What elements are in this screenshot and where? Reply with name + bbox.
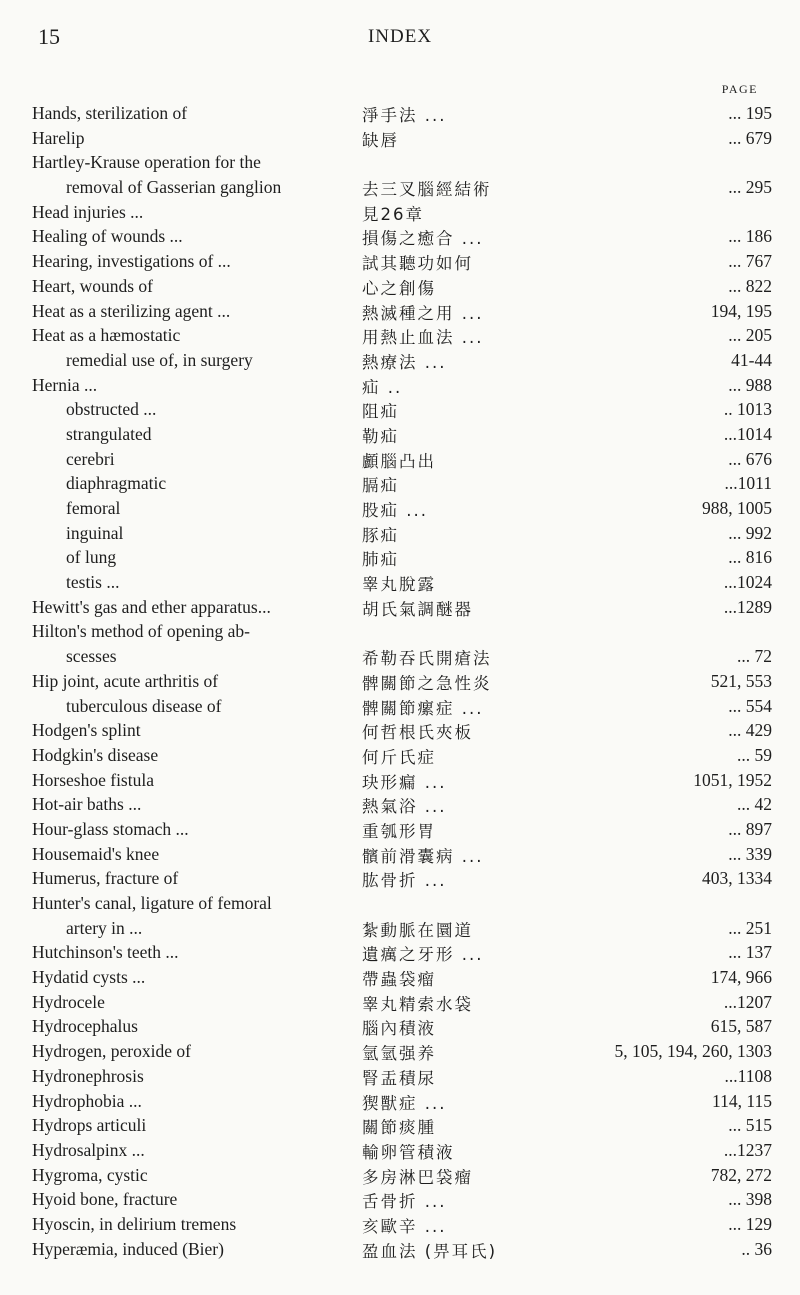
entry-chinese-term: 豚疝 (362, 525, 399, 545)
entry-page-ref: 521, 553 (710, 670, 772, 691)
entry-page-ref: ... 251 (728, 917, 772, 938)
entry-page-ref: ... 676 (728, 448, 772, 469)
entry-page-ref: ... 767 (728, 251, 772, 272)
entry-page-ref: ...1024 (723, 572, 772, 593)
entry-chinese-term: 膈疝 (362, 476, 399, 496)
index-entry (32, 1063, 772, 1088)
entry-chinese-term: 盈血法 (畀耳氏) (362, 1241, 498, 1261)
index-entry (32, 495, 772, 520)
index-entry (32, 816, 772, 841)
entry-page-ref: ...1014 (723, 423, 772, 444)
entry-chinese-term: 淨手法 ... (362, 106, 447, 125)
entry-term: Hydronephrosis (32, 1065, 144, 1086)
entry-chinese-term: 亥歐辛 ... (362, 1216, 447, 1236)
entry-page-ref: ... 897 (728, 818, 772, 839)
entry-chinese-term: 阻疝 (362, 402, 399, 422)
entry-chinese-term: 去三叉腦經結術 (362, 180, 492, 200)
entry-chinese-term: 睾丸脫露 (362, 575, 436, 595)
entry-term: Hot-air baths ... (32, 794, 142, 815)
entry-chinese-term: 顱腦凸出 (362, 451, 436, 471)
entry-term: Hydrophobia ... (32, 1090, 142, 1111)
entry-chinese-term: 紮動脈在圜道 (362, 920, 473, 940)
index-entry (32, 372, 772, 397)
index-entry (32, 1186, 772, 1211)
index-entries (32, 100, 772, 1260)
entry-term: Hartley-Krause operation for the (32, 152, 261, 173)
index-entry (32, 396, 772, 421)
entry-page-ref: ... 679 (728, 127, 772, 148)
entry-term: strangulated (66, 423, 152, 444)
entry-page-ref: ... 186 (728, 226, 772, 247)
entry-page-ref: ... 59 (737, 744, 772, 765)
entry-term: Hydrosalpinx ... (32, 1139, 145, 1160)
index-entry (32, 223, 772, 248)
entry-term: Hearing, investigations of ... (32, 251, 231, 272)
entry-term: Hodgkin's disease (32, 744, 159, 765)
index-entry (32, 470, 772, 495)
entry-chinese-term: 多房淋巴袋瘤 (362, 1167, 473, 1187)
entry-term: Hunter's canal, ligature of femoral (32, 893, 272, 913)
index-entry (32, 544, 772, 569)
index-entry (32, 939, 772, 964)
entry-page-ref: ... 398 (728, 1189, 772, 1210)
entry-term: Hydrocele (32, 991, 105, 1012)
entry-term: Housemaid's knee (32, 843, 160, 864)
index-entry (32, 767, 772, 792)
entry-term: remedial use of, in surgery (66, 349, 253, 370)
index-entry (32, 1112, 772, 1137)
entry-page-ref: 114, 115 (712, 1090, 772, 1111)
entry-chinese-term: 用熱止血法 ... (362, 328, 484, 348)
entry-term: testis ... (66, 572, 120, 593)
entry-chinese-term: 帶蟲袋瘤 (362, 970, 436, 990)
index-entry (32, 618, 772, 643)
entry-chinese-term: 遺癘之牙形 ... (362, 945, 484, 965)
entry-chinese-term: 缺唇 (362, 130, 399, 150)
entry-term: Heat as a hæmostatic (32, 325, 181, 346)
entry-page-ref: ... 137 (728, 942, 772, 963)
entry-term: Hewitt's gas and ether apparatus... (32, 596, 271, 617)
entry-page-ref: 615, 587 (710, 1016, 772, 1037)
entry-term: Hyperæmia, induced (Bier) (32, 1238, 224, 1259)
entry-chinese-term: 髕前滑囊病 ... (362, 846, 484, 866)
entry-term: Harelip (32, 127, 85, 148)
entry-chinese-term: 心之創傷 (362, 278, 436, 298)
index-entry (32, 1088, 772, 1113)
entry-chinese-term: 熱滅種之用 ... (362, 303, 484, 323)
entry-page-ref: ... 42 (737, 794, 772, 815)
index-entry (32, 100, 772, 125)
entry-page-ref: 194, 195 (710, 300, 772, 321)
entry-chinese-term: 重瓠形胃 (362, 821, 436, 841)
entry-term: Hydrogen, peroxide of (32, 1041, 191, 1062)
index-entry (32, 199, 772, 224)
entry-chinese-term: 熱氣浴 ... (362, 797, 447, 817)
entry-page-ref: 988, 1005 (702, 498, 772, 518)
entry-term: scesses (66, 646, 117, 667)
index-entry (32, 989, 772, 1014)
entry-term: removal of Gasserian ganglion (66, 177, 282, 198)
entry-chinese-term: 見26章 (362, 204, 424, 224)
index-entry (32, 668, 772, 693)
index-entry (32, 125, 772, 150)
entry-term: Hernia ... (32, 374, 98, 395)
entry-page-ref: ... 816 (728, 547, 772, 568)
running-head: INDEX (367, 26, 433, 47)
entry-page-ref: ... 554 (728, 695, 772, 716)
index-entry (32, 421, 772, 446)
entry-term: Hands, sterilization of (32, 103, 188, 123)
entry-page-ref: .. 36 (741, 1238, 772, 1259)
entry-chinese-term: 疝 .. (362, 377, 403, 397)
entry-page-ref: ... 339 (728, 843, 772, 864)
entry-page-ref: ... 429 (728, 720, 772, 741)
index-entry (32, 791, 772, 816)
index-entry (32, 1211, 772, 1236)
index-entry (32, 915, 772, 940)
entry-page-ref: ...1011 (724, 473, 772, 494)
entry-term: Heat as a sterilizing agent ... (32, 300, 231, 321)
entry-chinese-term: 肺疝 (362, 550, 399, 570)
entry-page-ref: ... 205 (728, 325, 772, 346)
entry-term: tuberculous disease of (66, 695, 222, 716)
index-entry (32, 717, 772, 742)
entry-term: Hydatid cysts ... (32, 967, 146, 988)
entry-term: artery in ... (66, 917, 143, 938)
index-entry (32, 964, 772, 989)
entry-chinese-term: 猰獸症 ... (362, 1093, 447, 1113)
index-entry (32, 1162, 772, 1187)
index-entry (32, 643, 772, 668)
index-entry (32, 742, 772, 767)
entry-page-ref: ... 992 (728, 522, 772, 543)
entry-chinese-term: 何斤氏症 (362, 747, 436, 767)
entry-term: Head injuries ... (32, 201, 144, 222)
index-entry (32, 248, 772, 273)
entry-page-ref: 1051, 1952 (693, 769, 772, 790)
index-entry (32, 1013, 772, 1038)
entry-page-ref: ...1207 (723, 991, 772, 1012)
entry-term: diaphragmatic (66, 473, 167, 494)
entry-term: Hydrops articuli (32, 1115, 147, 1136)
entry-page-ref: 403, 1334 (702, 868, 772, 889)
entry-page-ref: 5, 105, 194, 260, 1303 (614, 1041, 772, 1062)
entry-term: of lung (66, 547, 117, 568)
index-entry (32, 865, 772, 890)
index-entry (32, 594, 772, 619)
index-entry (32, 1038, 772, 1063)
entry-chinese-term: 玦形瘺 ... (362, 772, 447, 792)
entry-page-ref: ... 295 (728, 177, 772, 198)
entry-page-ref: 174, 966 (710, 967, 772, 988)
entry-page-ref: ... 72 (737, 646, 772, 667)
entry-term: femoral (66, 498, 121, 518)
entry-chinese-term: 希勒吞氏開瘡法 (362, 649, 492, 669)
entry-chinese-term: 睾丸精索水袋 (362, 994, 473, 1014)
entry-chinese-term: 肱骨折 ... (362, 871, 447, 891)
entry-term: Hilton's method of opening ab- (32, 621, 250, 642)
entry-term: Humerus, fracture of (32, 868, 179, 889)
entry-chinese-term: 髀關節瘰症 ... (362, 698, 484, 718)
index-entry (32, 273, 772, 298)
entry-chinese-term: 熱療法 ... (362, 352, 447, 372)
index-entry (32, 149, 772, 174)
entry-chinese-term: 損傷之癒合 ... (362, 229, 484, 249)
entry-chinese-term: 何哲根氏夾板 (362, 723, 473, 743)
entry-term: Horseshoe fistula (32, 769, 154, 790)
entry-page-ref: ... 515 (728, 1115, 772, 1136)
entry-page-ref: ...1237 (723, 1139, 772, 1160)
index-entry (32, 446, 772, 471)
index-entry (32, 841, 772, 866)
index-entry (32, 1137, 772, 1162)
entry-chinese-term: 輸卵管積液 (362, 1142, 455, 1162)
index-entry (32, 347, 772, 372)
index-entry (32, 298, 772, 323)
index-entry (32, 890, 772, 915)
entry-chinese-term: 腦內積液 (362, 1019, 436, 1039)
entry-term: Hydrocephalus (32, 1016, 138, 1037)
entry-chinese-term: 試其聽功如何 (362, 254, 473, 274)
entry-chinese-term: 股疝 ... (362, 501, 428, 520)
page-number: 15 (38, 24, 60, 49)
entry-term: obstructed ... (66, 399, 157, 420)
entry-page-ref: ...1108 (724, 1065, 772, 1086)
index-entry (32, 322, 772, 347)
entry-term: Heart, wounds of (32, 275, 154, 296)
entry-page-ref: ... 129 (728, 1213, 772, 1234)
entry-page-ref: ...1289 (723, 596, 772, 617)
entry-term: inguinal (66, 522, 124, 543)
entry-term: Hip joint, acute arthritis of (32, 670, 219, 691)
entry-term: Hutchinson's teeth ... (32, 942, 179, 963)
entry-page-ref: ... 195 (728, 103, 772, 123)
entry-term: Healing of wounds ... (32, 226, 183, 247)
entry-term: Hour-glass stomach ... (32, 818, 189, 839)
page-column-label: PAGE (721, 82, 758, 96)
entry-chinese-term: 胡氏氣調醚器 (362, 599, 473, 619)
entry-term: cerebri (66, 448, 115, 469)
entry-chinese-term: 勒疝 (362, 426, 399, 446)
entry-term: Hygroma, cystic (32, 1164, 148, 1185)
entry-chinese-term: 舌骨折 ... (362, 1192, 447, 1212)
entry-term: Hyoscin, in delirium tremens (32, 1213, 237, 1234)
entry-page-ref: .. 1013 (723, 399, 772, 420)
entry-page-ref: 41-44 (731, 349, 772, 370)
index-entry (32, 1236, 772, 1261)
index-entry (32, 693, 772, 718)
entry-chinese-term: 氫氫强养 (362, 1044, 436, 1064)
entry-term: Hodgen's splint (32, 720, 141, 741)
index-entry (32, 174, 772, 199)
entry-page-ref: ... 988 (728, 374, 772, 395)
entry-page-ref: 782, 272 (710, 1164, 772, 1185)
entry-term: Hyoid bone, fracture (32, 1189, 178, 1210)
entry-chinese-term: 腎盂積尿 (362, 1068, 436, 1088)
index-entry (32, 569, 772, 594)
entry-chinese-term: 關節痰腫 (362, 1118, 436, 1138)
index-entry (32, 520, 772, 545)
entry-page-ref: ... 822 (728, 275, 772, 296)
entry-chinese-term: 髀關節之急性炎 (362, 673, 492, 693)
